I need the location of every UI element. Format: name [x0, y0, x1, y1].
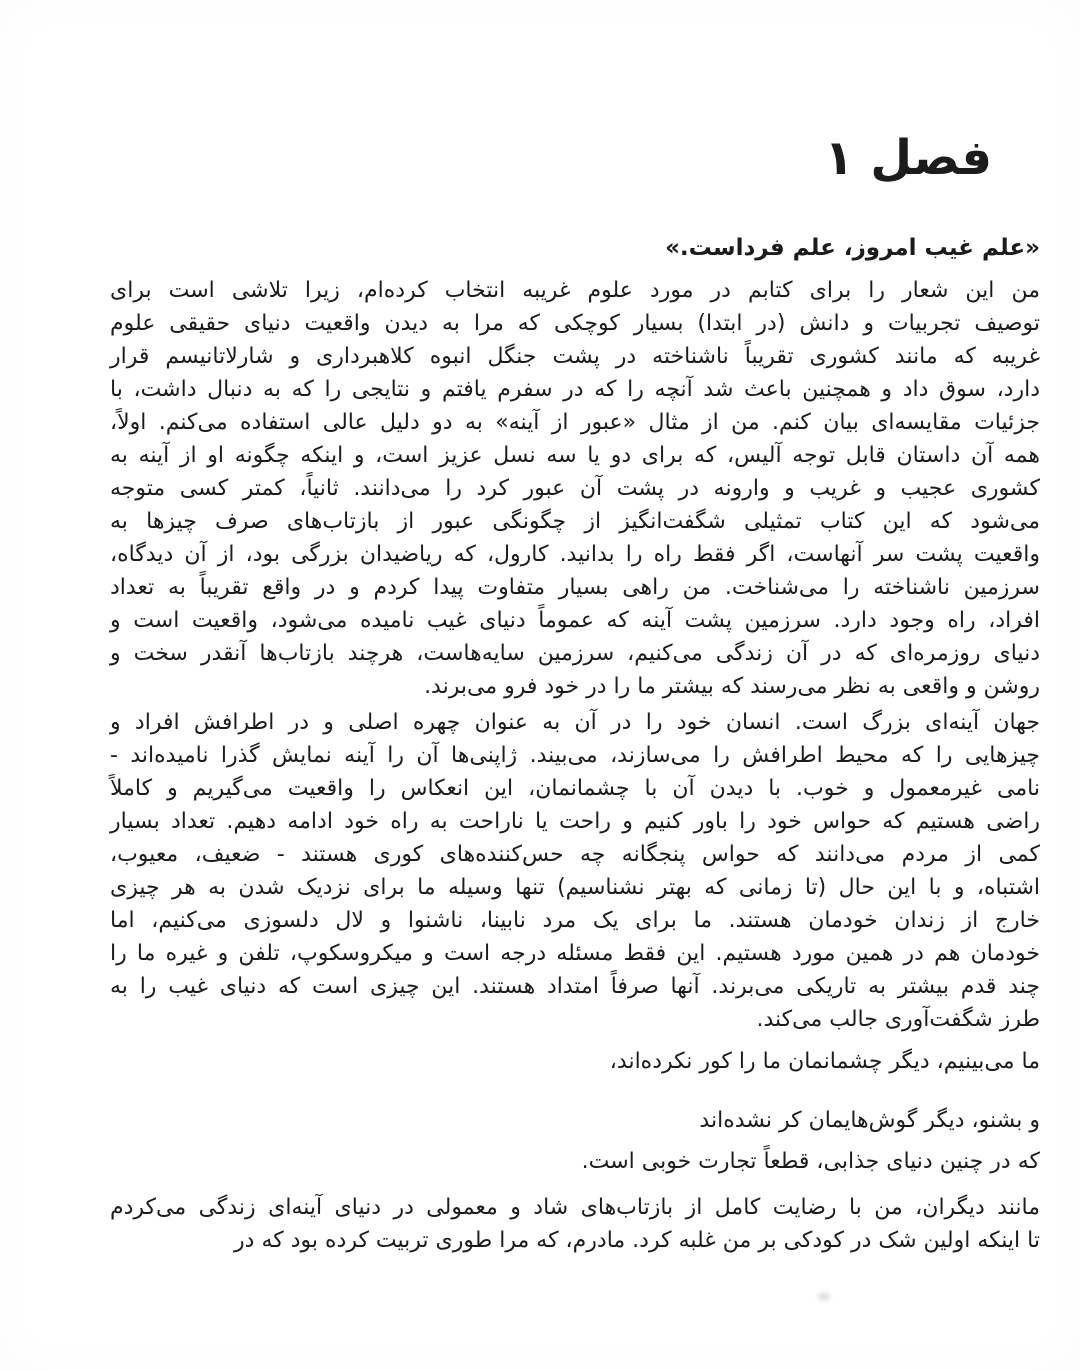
- text-line: جهان آینه‌ای بزرگ است. انسان خود را در آن به عنوان چهره اصلی و در اطرافش افراد و: [110, 710, 1040, 735]
- text-line: غریبه که مانند کشوری تقریباً ناشناخته در پشت جنگل انبوه کلاهبرداری و شارلاتانیسم قرار: [110, 344, 1040, 369]
- text-line: افراد، راه وجود دارد. سرزمین پشت آینه که عموماً دنیای غیب نامیده می‌شود، واقعیت است و: [110, 608, 1040, 633]
- text-line: اشتباه، و با این حال (تا زمانی که بهتر نشناسیم) تنها وسیله ما برای نزدیک شدن به هر چیزی: [110, 875, 1040, 900]
- text-line: سرزمین ناشناخته را می‌شناخت. من راهی بسیار متفاوت پیدا کردم و در واقع تقریباً به تعداد: [110, 575, 1040, 600]
- text-line: دارد، سوق داد و همچنین باعث شد آنچه را که در سفرم یافتم و نتایجی را که به دنبال داشت، با: [110, 377, 1040, 402]
- text-line: خارج از زندان خودمان هستند. ما برای یک مرد نابینا، ناشنوا و لال دلسوزی می‌کنیم، اما: [110, 908, 1040, 933]
- text-line: خودمان هم در همین مورد هستیم. این فقط مسئله درجه است و میکروسکوپ، تلفن و غیره ما را: [110, 941, 1040, 966]
- text-line: روشن و واقعی به نظر می‌رسند که بیشتر ما را در خود فرو می‌برند.: [424, 674, 1040, 699]
- epigraph: «علم غیب امروز، علم فرداست.»: [665, 235, 1040, 261]
- text-line: می‌شود که این کتاب تمثیلی شگفت‌انگیز از چگونگی عبور از بازتاب‌های صرف چیزها به: [110, 509, 1040, 534]
- text-line: من این شعار را برای کتابم در مورد علوم غریبه انتخاب کرده‌ام، زیرا تلاشی است برای: [110, 278, 1040, 303]
- text-line: همه آن داستان قابل توجه آلیس، که برای دو یا سه نسل عزیز است، و اینکه چگونه او از آینه به: [110, 443, 1040, 468]
- text-line: جزئیات مقایسه‌ای بیان کنم. من از مثال «عبور از آینه» به دو دلیل عالی استفاده می‌کنم. اولاً،: [110, 410, 1040, 435]
- text-line: توصیف تجربیات و دانش (در ابتدا) بسیار کوچکی که مرا به دیدن واقعیت دنیای حقیقی علوم: [110, 311, 1040, 336]
- text-line: کمی از مردم می‌دانند که حواس پنجگانه چه حس‌کننده‌های کوری هستند - ضعیف، معیوب،: [110, 842, 1040, 867]
- paragraph-1: [110, 274, 1040, 703]
- text-line: واقعیت پشت سر آنهاست، اگر فقط راه را بدانید. کارول، که ریاضیدان بزرگی بود، از آن دیدگاه،: [110, 542, 1040, 567]
- text-line: مانند دیگران، من با رضایت کامل از بازتاب‌های شاد و معمولی در دنیای آینه‌ای زندگی می‌کردم: [110, 1195, 1040, 1220]
- text-line: تا اینکه اولین شک در کودکی بر من غلبه کرد. مادرم، که مرا طوری تربیت کرده بود که در: [234, 1228, 1040, 1253]
- paragraph-2: [110, 706, 1040, 1036]
- chapter-title: فصل ۱: [824, 130, 992, 186]
- verse-line-3: که در چنین دنیای جذابی، قطعاً تجارت خوبی است.: [581, 1149, 1040, 1174]
- scan-smudge-artifact: [818, 1292, 830, 1301]
- text-line: کشوری عجیب و غریب و وارونه در پشت آن عبور کرد را می‌دانند. ثانیاً، کمتر کسی متوجه: [110, 476, 1040, 501]
- paragraph-3: [110, 1191, 1040, 1257]
- text-line: چیزهایی را که محیط اطرافش را می‌سازند، می‌بیند. ژاپنی‌ها آن را آینه نمایش گذرا نامیده‌اند -: [110, 743, 1040, 768]
- text-line: راضی هستیم که حواس خود را باور کنیم و راحت یا ناراحت به راه خود ادامه دهیم. تعداد بسیار: [110, 809, 1040, 834]
- verse-line-1: ما می‌بینیم، دیگر چشمانمان ما را کور نکرده‌اند،: [609, 1049, 1040, 1074]
- text-line: طرز شگفت‌آوری جالب می‌کند.: [756, 1007, 1040, 1032]
- text-line: چند قدم بیشتر به تاریکی می‌برند. آنها صرفاً امتداد هستند. این چیزی است که دنیای غیب را به: [110, 974, 1040, 999]
- text-line: نامی غیرمعمول و خوب. با دیدن آن با چشمانمان، این انعکاس را واقعیت می‌گیریم و کاملاً: [110, 776, 1040, 801]
- text-line: دنیای روزمره‌ای که در آن زندگی می‌کنیم، سرزمین سایه‌هاست، هرچند بازتاب‌ها آنقدر سخت و: [110, 641, 1040, 666]
- verse-line-2: و بشنو، دیگر گوش‌هایمان کر نشده‌اند: [699, 1108, 1040, 1133]
